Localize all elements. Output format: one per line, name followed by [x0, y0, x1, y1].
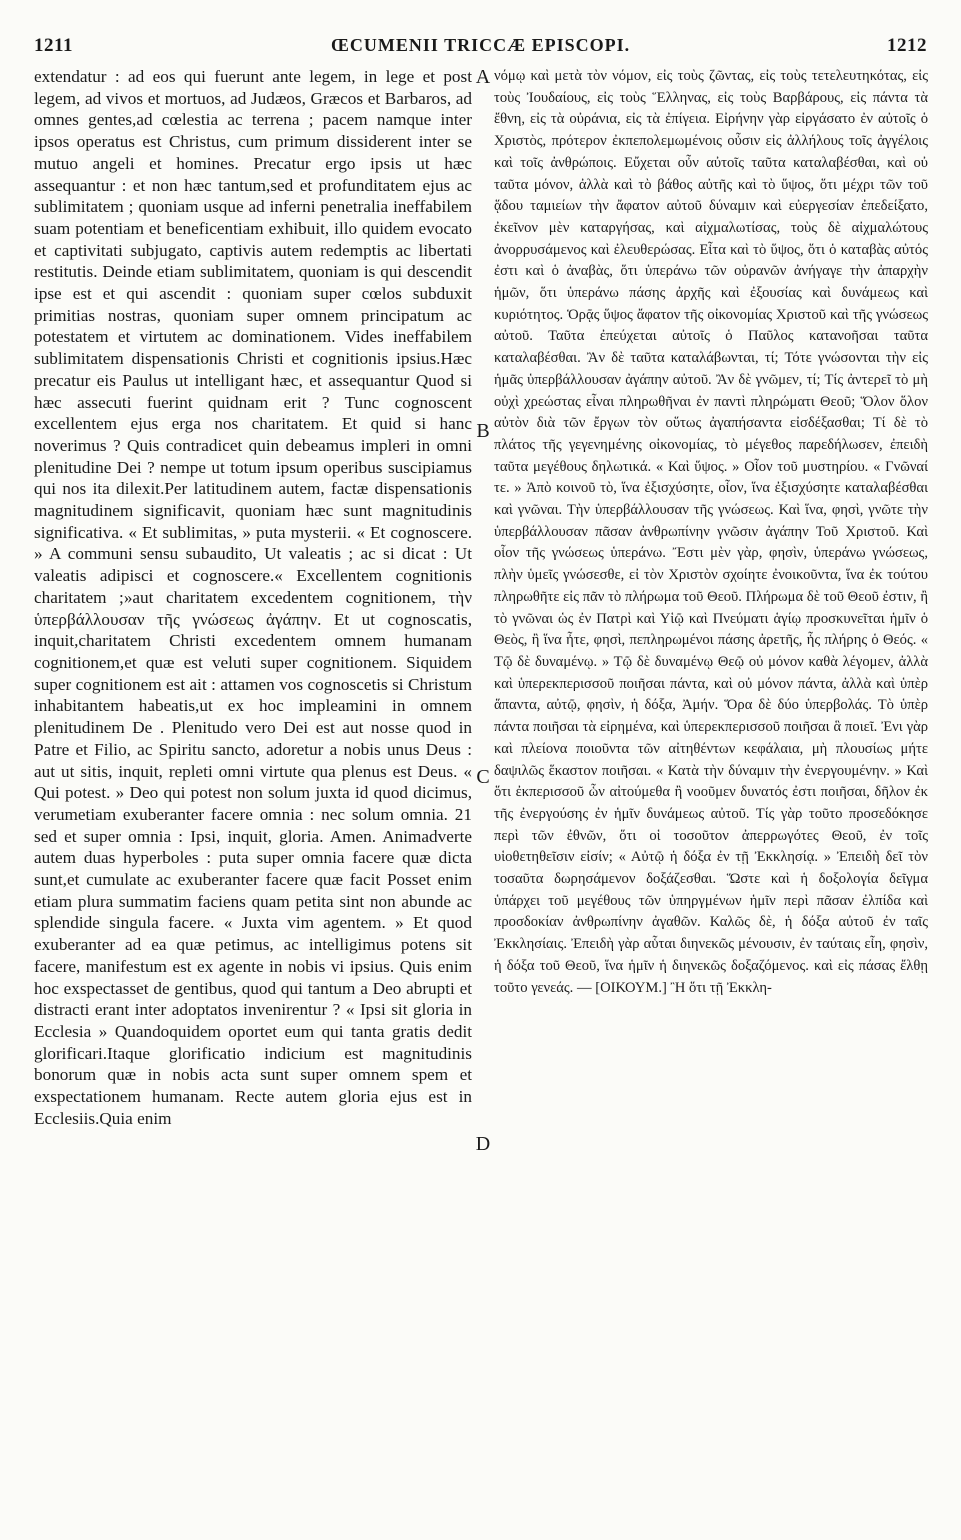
section-marker-b: B [476, 420, 490, 442]
latin-column [34, 66, 472, 1506]
page-header [34, 35, 927, 65]
section-marker-d: D [475, 1133, 491, 1155]
page-number-left: 1211 [34, 35, 73, 56]
greek-text: νόμῳ καὶ μετὰ τὸν νόμον, εἰς τοὺς ζῶντας, εἰς τοὺς τετελευτηκότας, εἰς τοὺς Ἰουδαίους, εἰς τοὺς Ἕλληνας, εἰς τοὺς Βαρβάρους, εἰς πάντα τὰ ἔθνη, εἰς τὰ οὐράνια, εἰς τὰ ἐπίγεια. Εἰρήνην γὰρ εἰργάσατο ἐν αὐτοῖς ὁ Χριστὸς, πρότερον ἐκπεπολεμωμένοις οὖσιν εἰς ἀλλήλους τοῖς ἀγγέλοις καὶ τοῖς ἀνθρώποις. Εὔχεται οὖν αὐτοῖς ταῦτα καταλαβέσθαι, καὶ οὐ ταῦτα μόνον, ἀλλὰ καὶ τὸ βάθος αὐτῆς καὶ τὸ ὕψος, ὅτι μέχρι τῶν τοῦ ᾅδου ταμιείων τὴν ἄφατον αὐτοῦ δύναμιν καὶ εὐεργεσίαν ἐπεδείξατο, ἐκεῖνον μὲν καταργήσας, καὶ αἰχμαλωτίσας, τοὺς δὲ αἰχμαλώτους ἀνορρυσάμενος καὶ ἐλευθερώσας. Εἶτα καὶ τὸ ὕψος, ὅτι ὁ καταβὰς αὐτός ἐστι καὶ ὁ ἀναβὰς, ὅτι ὑπεράνω τῶν οὐρανῶν ἀνήγαγε τὴν ἀπαρχὴν ἡμῶν, ὅτι ὑπεράνω πάσης ἀρχῆς καὶ ἐξουσίας καὶ δυνάμεως καὶ κυριότητος. Ὁρᾷς ὕψος ἄφατον τῆς οἰκονομίας Χριστοῦ καὶ τῆς γνώσεως αὐτοῦ. Ταῦτα ἐπεύχεται αὐτοῖς ὁ Παῦλος κατανοῆσαι ταῦτα καταλαβέσθαι. Ἂν δὲ ταῦτα καταλάβωνται, τί; Τότε γνώσονται τὴν εἰς ἡμᾶς ὑπερβάλλουσαν ἀγάπην αὐτοῦ. Ἂν δὲ γνῶμεν, τί; Τίς ἀντερεῖ τὸ μὴ οὐχὶ χρεώστας εἶναι πληρωθῆναι ἐν παντὶ πληρώματι Θεοῦ; Ὅλον ὅλον αὐτὸν διὰ τῶν ἔργων τὸν οὕτως ἀγαπήσαντα εἰσδέξασθαι; Τί δὲ τὸ πλάτος τῆς γεγενημένης οἰκονομίας, τὸ μέγεθος παρεδήλωσεν, ἐπειδὴ ταῦτα μεγέθους δηλωτικά. « Καὶ ὕψος. » Οἷον τοῦ μυστηρίου. « Γνῶναί τε. » Ἀπὸ κοινοῦ τὸ, ἵνα ἐξισχύσητε, οἷον, ἵνα ἐξισχύσητε καταλαβέσθαι καὶ γνῶναι. Τὴν ὑπερβάλλουσαν τῆς γνώσεως. Καὶ ἵνα, φησὶ, γνῶτε τὴν ὑπερβάλλουσαν πᾶσαν ἀνθρωπίνην γνῶσιν ἀγάπην Τοῦ Χριστοῦ. Καὶ οἷον τῆς γνώσεως ὑπεράνω. Ἔστι μὲν γὰρ, φησὶν, ὑπεράνω γνώσεως, πλὴν ὑμεῖς γνώσεσθε, εἰ τὸν Χριστὸν σχοίητε ἐνοικοῦντα, ἵνα ἐκ τούτου πληρωθῆτε εἰς πᾶν τὸ πλήρωμα τοῦ Θεοῦ. Πλήρωμα δὲ τοῦ Θεοῦ ἐστιν, ἢ τὸ γνῶναι ὡς ἐν Πατρὶ καὶ Υἱῷ καὶ Πνεύματι ἁγίῳ προσκυνεῖται ἡμῖν ὁ Θεὸς, ἢ ἵνα ἦτε, φησὶ, πεπληρωμένοι πάσης ἀρετῆς, ἧς πλήρης ὁ Θεός. « Τῷ δὲ δυναμένῳ. » Τῷ δὲ δυναμένῳ Θεῷ οὐ μόνον καθὰ λέγομεν, ἀλλὰ καὶ ὑπερεκπερισσοῦ ποιῆσαι πάντα, καὶ οὐ μόνον πάντα, ἀλλὰ καὶ ὑπὲρ ἅπαντα, αὐτῷ, φησὶν, ἡ δόξα, Ἀμήν. Ὅρα δὲ δύο ὑπερβολάς. Τὸ ὑπὲρ πάντα ποιῆσαι τὰ εἰρημένα, καὶ ὑπερεκπερισσοῦ ποιῆσαι ἃ ποιεῖ. Ἐνι γὰρ καὶ πλείονα ποιοῦντα τῶν αἰτηθέντων κεφάλαια, μὴ πλουσίως μήτε δαψιλῶς ἕκαστον ποιῆσαι. « Κατὰ τὴν δύναμιν τὴν ἐνεργουμένην. » Καὶ ὅτι ἐκπερισσοῦ ὧν αἰτούμεθα ἢ νοοῦμεν δυνατός ἐστι ποιῆσαι, δῆλον ἐκ τῆς ἐνεργούσης ἐν ἡμῖν δυνάμεως αὐτοῦ. Τίς γὰρ τοῦτο προσεδόκησε περὶ τῶν ἐθνῶν, ὅτι οἱ τοσοῦτον ἀπερρωγότες Θεοῦ, ἐν τοῖς υἱοθετηθεῖσιν εἰσίν; « Αὐτῷ ἡ δόξα ἐν τῇ Ἐκκλησίᾳ. » Ἐπειδὴ δεῖ τὸν τοσαῦτα δωρησάμενον δοξάζεσθαι. Ὥστε καὶ ἡ δοξολογία δεῖγμα ὑπάρχει τοῦ μεγέθους τῶν ὑπηργμένων ἡμῖν περὶ πᾶσαν ἐλπίδα καὶ προσδοκίαν ἀνθρωπίνην ἀγαθῶν. Καλῶς δὲ, ἡ δόξα αὐτοῦ ἐν ταῖς Ἐκκλησίαις. Ἐπειδὴ γὰρ αὗται διηνεκῶς μένουσιν, ἐν ταύταις εἶη, φησὶν, ἡ δόξα τοῦ Θεοῦ, ἵνα ἡμῖν ἡ διηνεκῶς δοξαζόμενος. καὶ εἰς πάσας ἔλθῃ τοῦτο γενεάς. — [ΟΙΚΟΥΜ.] Ἢ ὅτι τῇ Ἐκκλη- [494, 68, 928, 996]
section-marker-a: A [475, 66, 491, 88]
section-marker-c: C [476, 766, 490, 788]
greek-column [494, 66, 928, 1506]
latin-text: extendatur : ad eos qui fuerunt ante legem, in lege et post legem, ad vivos et mortuos, ad Judæos, Græcos et Barbaros, ad omnes gentes,ad cœlestia ac terrena ; pacem namque inter ipsos operatus est Christus, cum primum dissiderent inter se mutuo angeli et homines. Precatur ergo ipsis ut hæc assequantur : et non hæc tantum,sed et profunditatem ejus ac sublimitatem ; quoniam usque ad inferni penetralia ineffabilem suam potentiam et beneficentiam exhibuit, illo quidem evocato et captivitati subjugato, captivis autem redemptis ac libertati restitutis. Deinde etiam sublimitatem, quoniam is qui descendit ipse est et qui ascendit : quoniam super cœlos subduxit primitias nostras, quoniam super omnem principatum ac potestatem et virtutem ac dominationem. Vides ineffabilem sublimitatem dispensationis Christi et cognitionis ipsius.Hæc precatur eis Paulus ut intelligant hæc, et assequantur Quod si hæc assecuti fuerint quidnam erit ? Tunc cognoscent excellentem ejus erga nos charitatem. Et quid si hanc noverimus ? Quis contradicet quin debeamus impleri in omni plenitudine Dei ? nempe ut totum ipsum operibus suscipiamus qui nos ita dilexit.Per latitudinem autem, factæ dispensationis magnitudinem significavit, quoniam hæc sunt magnitudinis significativa. « Et sublimitas, » puta mysterii. « Et cognoscere. » A communi sensu subaudito, Ut valeatis ; ac si dicat : Ut valeatis adipisci et cognoscere.« Excellentem cognitionis charitatem ;»aut charitatem excedentem cognitionem, τὴν ὑπερβάλλουσαν τῆς γνώσεως ἀγάπην. Et ut cognoscatis, inquit,charitatem Christi excedentem omnem humanam cognitionem,et quæ est veluti super cognitionem. Siquidem super cognitionem est ait : attamen vos cognoscetis si Christum inhabitantem habeatis,ut ex hoc impleamini in omnem plenitudinem De . Plenitudo vero Dei est aut nosse quod in Patre et Filio, ac Spiritu sancto, adoretur a nobis unus Deus : aut ut sitis, inquit, repleti omni virtute qua plenus est Deus. « Qui potest. » Deo qui potest non solum juxta id quod dicimus, verumetiam exuberanter facere omnia : nec solum omnia. 21 sed et super omnia : Ipsi, inquit, gloria. Amen. Animadverte autem duas hyperboles : puta super omnia facere quæ dicta sunt,et cumulate ac exuberanter facere quæ facit Posset enim etiam plura summatim faciens quam petita sint non abunde ac splendide singula facere. « Juxta vim agentem. » Et quod exuberanter ad ea quæ petimus, ac intelligimus potens sit facere, manifestum est ex agente in nobis vi ipsius. Quis enim hoc exspectasset de gentibus, quod qui tantum a Deo abrupti et distracti erant inter adoptatos invenirentur ? « Ipsi sit gloria in Ecclesia » Quandoquidem oportet eum qui tanta gratis dedit glorificari.Itaque glorificatio indicium est magnitudinis bonorum quæ in nobis acta sunt super omnem spem et exspectationem humanam. Recte autem gloria ejus est in Ecclesiis.Quia enim [34, 67, 472, 1128]
page-number-right: 1212 [887, 35, 927, 56]
running-title: ŒCUMENII TRICCÆ EPISCOPI. [330, 35, 631, 55]
